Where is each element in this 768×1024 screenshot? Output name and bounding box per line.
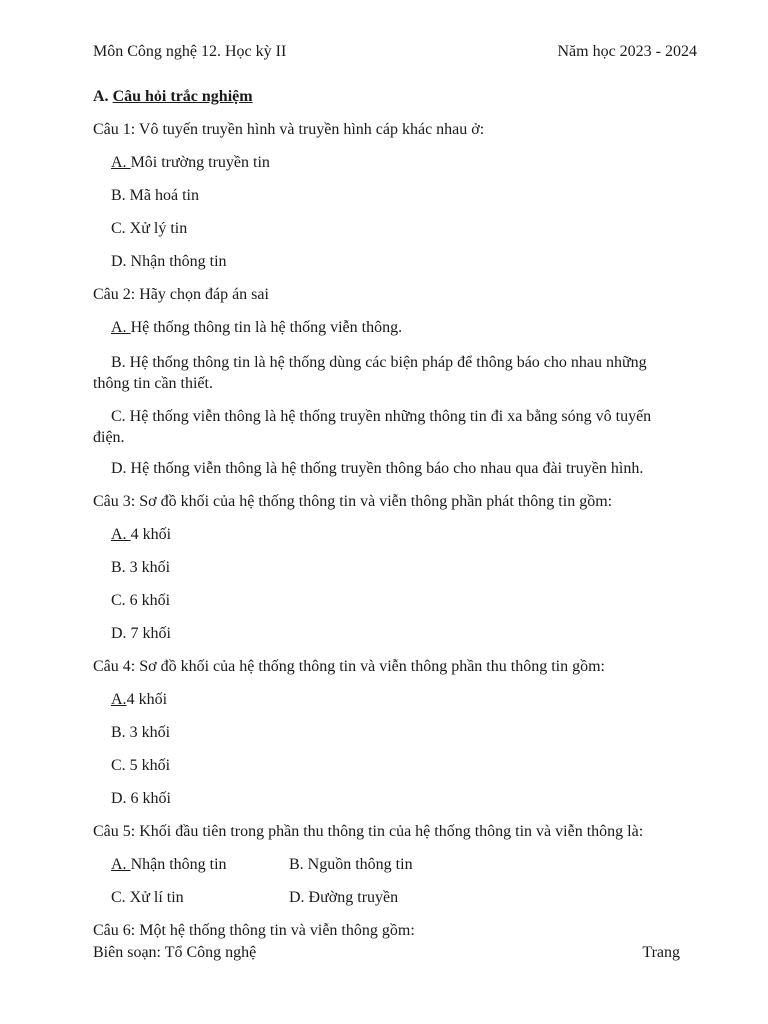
option-key: A. (111, 154, 131, 171)
question-3-option-a (111, 526, 171, 544)
question-1-option-c: C. Xử lý tin (111, 220, 188, 237)
question-2-option-c: C. Hệ thống viễn thông là hệ thống truyền những thông tin đi xa bằng sóng vô tuyến điện. (93, 408, 652, 446)
question-4-option-b: B. 3 khối (111, 724, 171, 741)
section-heading (93, 88, 253, 106)
question-6: Câu 6: Một hệ thống thông tin và viễn thông gồm: (93, 922, 415, 939)
question-2-option-a (111, 319, 402, 337)
question-5-option-d: D. Đường truyền (289, 889, 399, 906)
footer-page-label: Trang (642, 944, 680, 961)
header-school-year: Năm học 2023 - 2024 (557, 43, 697, 60)
option-key: A. (111, 319, 131, 336)
question-4-option-d: D. 6 khối (111, 790, 171, 807)
header-subject: Môn Công nghệ 12. Học kỳ II (93, 43, 287, 60)
question-5-option-c: C. Xử lí tin (111, 889, 184, 906)
question-4: Câu 4: Sơ đồ khối của hệ thống thông tin và viễn thông phần thu thông tin gồm: (93, 658, 605, 675)
option-text: Nhận thông tin (130, 856, 227, 873)
question-1: Câu 1: Vô tuyến truyền hình và truyền hình cáp khác nhau ở: (93, 121, 485, 138)
option-text: 4 khối (126, 691, 168, 708)
section-prefix: A. (93, 88, 113, 105)
option-text: Môi trường truyền tin (130, 154, 270, 171)
option-key: A. (111, 691, 127, 708)
question-2-option-d: D. Hệ thống viễn thông là hệ thống truyền thông báo cho nhau qua đài truyền hình. (111, 460, 644, 477)
question-1-option-d: D. Nhận thông tin (111, 253, 227, 270)
question-3-option-d: D. 7 khối (111, 625, 171, 642)
footer-author: Biên soạn: Tổ Công nghệ (93, 944, 257, 961)
question-2: Câu 2: Hãy chọn đáp án sai (93, 286, 269, 303)
question-3: Câu 3: Sơ đồ khối của hệ thống thông tin và viễn thông phần phát thông tin gồm: (93, 493, 613, 510)
question-1-option-b: B. Mã hoá tin (111, 187, 199, 204)
question-5-option-b: B. Nguồn thông tin (289, 856, 413, 873)
question-5: Câu 5: Khối đầu tiên trong phần thu thông tin của hệ thống thông tin và viễn thông là: (93, 823, 644, 840)
question-3-option-b: B. 3 khối (111, 559, 171, 576)
question-3-option-c: C. 6 khối (111, 592, 171, 609)
question-4-option-c: C. 5 khối (111, 757, 171, 774)
option-key: A. (111, 856, 131, 873)
option-text: Hệ thống thông tin là hệ thống viễn thông. (130, 319, 403, 336)
option-text: 4 khối (130, 526, 172, 543)
question-1-option-a (111, 154, 270, 172)
page-footer (93, 944, 680, 962)
question-5-option-a (111, 856, 227, 874)
section-title: Câu hỏi trắc nghiệm (112, 88, 253, 105)
page-header (93, 43, 697, 61)
option-key: A. (111, 526, 131, 543)
question-2-option-b: B. Hệ thống thông tin là hệ thống dùng các biện pháp để thông báo cho nhau những thông tin cần thiết. (93, 354, 647, 392)
question-4-option-a (111, 691, 167, 709)
